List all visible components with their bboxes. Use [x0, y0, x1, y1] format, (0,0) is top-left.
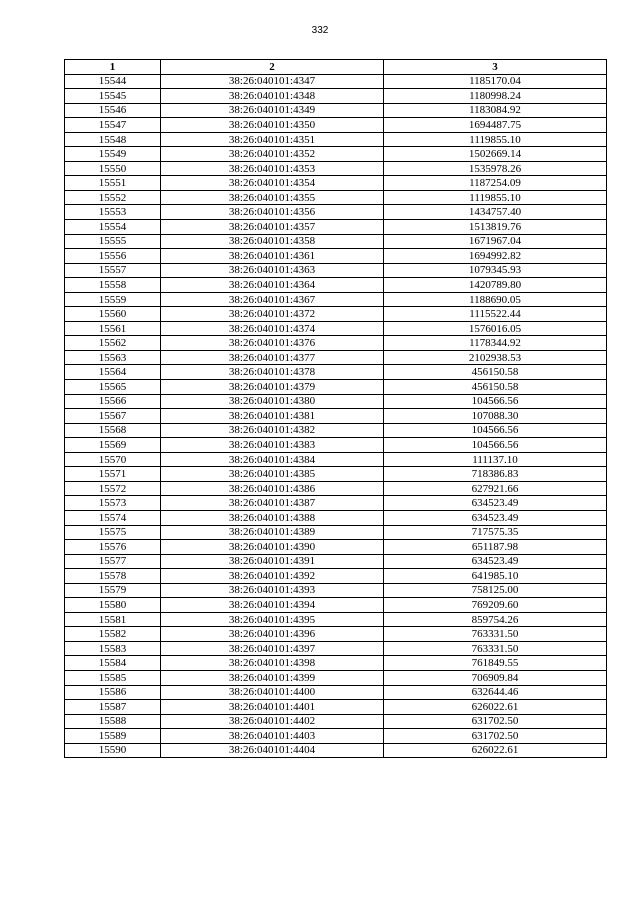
row-number-cell: 15569 — [65, 438, 161, 453]
cadastral-number-cell: 38:26:040101:4349 — [161, 103, 384, 118]
value-cell: 111137.10 — [384, 452, 607, 467]
row-number-cell: 15579 — [65, 583, 161, 598]
table-row — [65, 321, 607, 336]
value-cell: 634523.49 — [384, 510, 607, 525]
data-table — [64, 59, 607, 758]
row-number-cell: 15581 — [65, 612, 161, 627]
row-number-cell: 15588 — [65, 714, 161, 729]
row-number-cell: 15565 — [65, 380, 161, 395]
value-cell: 1187254.09 — [384, 176, 607, 191]
value-cell: 1502669.14 — [384, 147, 607, 162]
value-cell: 1079345.93 — [384, 263, 607, 278]
row-number-cell: 15560 — [65, 307, 161, 322]
cadastral-number-cell: 38:26:040101:4392 — [161, 569, 384, 584]
cadastral-number-cell: 38:26:040101:4390 — [161, 540, 384, 555]
header-cell-3: 3 — [384, 60, 607, 75]
cadastral-number-cell: 38:26:040101:4391 — [161, 554, 384, 569]
cadastral-number-cell: 38:26:040101:4384 — [161, 452, 384, 467]
table-row — [65, 205, 607, 220]
cadastral-number-cell: 38:26:040101:4357 — [161, 220, 384, 235]
cadastral-number-cell: 38:26:040101:4393 — [161, 583, 384, 598]
table-row — [65, 292, 607, 307]
cadastral-number-cell: 38:26:040101:4387 — [161, 496, 384, 511]
table-row — [65, 598, 607, 613]
value-cell: 1183084.92 — [384, 103, 607, 118]
cadastral-number-cell: 38:26:040101:4367 — [161, 292, 384, 307]
table-row — [65, 569, 607, 584]
cadastral-number-cell: 38:26:040101:4382 — [161, 423, 384, 438]
cadastral-number-cell: 38:26:040101:4396 — [161, 627, 384, 642]
cadastral-number-cell: 38:26:040101:4377 — [161, 350, 384, 365]
value-cell: 717575.35 — [384, 525, 607, 540]
row-number-cell: 15553 — [65, 205, 161, 220]
cadastral-number-cell: 38:26:040101:4355 — [161, 190, 384, 205]
cadastral-number-cell: 38:26:040101:4404 — [161, 743, 384, 758]
cadastral-number-cell: 38:26:040101:4347 — [161, 74, 384, 89]
table-row — [65, 670, 607, 685]
value-cell: 1434757.40 — [384, 205, 607, 220]
row-number-cell: 15559 — [65, 292, 161, 307]
cadastral-number-cell: 38:26:040101:4354 — [161, 176, 384, 191]
value-cell: 763331.50 — [384, 641, 607, 656]
row-number-cell: 15582 — [65, 627, 161, 642]
table-row — [65, 641, 607, 656]
header-cell-1: 1 — [65, 60, 161, 75]
value-cell: 456150.58 — [384, 380, 607, 395]
table-row — [65, 438, 607, 453]
cadastral-number-cell: 38:26:040101:4379 — [161, 380, 384, 395]
row-number-cell: 15580 — [65, 598, 161, 613]
row-number-cell: 15578 — [65, 569, 161, 584]
value-cell: 641985.10 — [384, 569, 607, 584]
cadastral-number-cell: 38:26:040101:4376 — [161, 336, 384, 351]
table-row — [65, 74, 607, 89]
cadastral-number-cell: 38:26:040101:4395 — [161, 612, 384, 627]
cadastral-number-cell: 38:26:040101:4351 — [161, 132, 384, 147]
row-number-cell: 15573 — [65, 496, 161, 511]
table-row — [65, 132, 607, 147]
table-row — [65, 380, 607, 395]
table-row — [65, 350, 607, 365]
header-cell-2: 2 — [161, 60, 384, 75]
row-number-cell: 15568 — [65, 423, 161, 438]
table-row — [65, 612, 607, 627]
table-row — [65, 743, 607, 758]
cadastral-number-cell: 38:26:040101:4403 — [161, 729, 384, 744]
value-cell: 2102938.53 — [384, 350, 607, 365]
row-number-cell: 15590 — [65, 743, 161, 758]
row-number-cell: 15544 — [65, 74, 161, 89]
table-row — [65, 729, 607, 744]
row-number-cell: 15574 — [65, 510, 161, 525]
cadastral-number-cell: 38:26:040101:4363 — [161, 263, 384, 278]
value-cell: 456150.58 — [384, 365, 607, 380]
row-number-cell: 15563 — [65, 350, 161, 365]
table-row — [65, 496, 607, 511]
value-cell: 1188690.05 — [384, 292, 607, 307]
value-cell: 1115522.44 — [384, 307, 607, 322]
table-row — [65, 365, 607, 380]
value-cell: 1694487.75 — [384, 118, 607, 133]
row-number-cell: 15558 — [65, 278, 161, 293]
value-cell: 104566.56 — [384, 394, 607, 409]
value-cell: 634523.49 — [384, 554, 607, 569]
table-body — [65, 74, 607, 758]
row-number-cell: 15554 — [65, 220, 161, 235]
table-row — [65, 452, 607, 467]
value-cell: 1178344.92 — [384, 336, 607, 351]
row-number-cell: 15550 — [65, 161, 161, 176]
cadastral-number-cell: 38:26:040101:4398 — [161, 656, 384, 671]
value-cell: 1694992.82 — [384, 249, 607, 264]
table-row — [65, 423, 607, 438]
value-cell: 1119855.10 — [384, 132, 607, 147]
table-row — [65, 394, 607, 409]
cadastral-number-cell: 38:26:040101:4385 — [161, 467, 384, 482]
cadastral-number-cell: 38:26:040101:4374 — [161, 321, 384, 336]
value-cell: 104566.56 — [384, 423, 607, 438]
value-cell: 651187.98 — [384, 540, 607, 555]
cadastral-number-cell: 38:26:040101:4388 — [161, 510, 384, 525]
table-row — [65, 656, 607, 671]
row-number-cell: 15546 — [65, 103, 161, 118]
value-cell: 626022.61 — [384, 743, 607, 758]
row-number-cell: 15583 — [65, 641, 161, 656]
value-cell: 763331.50 — [384, 627, 607, 642]
row-number-cell: 15551 — [65, 176, 161, 191]
row-number-cell: 15547 — [65, 118, 161, 133]
table-row — [65, 714, 607, 729]
cadastral-number-cell: 38:26:040101:4386 — [161, 481, 384, 496]
cadastral-number-cell: 38:26:040101:4401 — [161, 700, 384, 715]
table-row — [65, 554, 607, 569]
table-row — [65, 103, 607, 118]
value-cell: 769209.60 — [384, 598, 607, 613]
table-row — [65, 583, 607, 598]
value-cell: 104566.56 — [384, 438, 607, 453]
value-cell: 1671967.04 — [384, 234, 607, 249]
row-number-cell: 15561 — [65, 321, 161, 336]
value-cell: 1180998.24 — [384, 89, 607, 104]
value-cell: 627921.66 — [384, 481, 607, 496]
table-row — [65, 147, 607, 162]
table-row — [65, 525, 607, 540]
table-row — [65, 89, 607, 104]
value-cell: 632644.46 — [384, 685, 607, 700]
value-cell: 706909.84 — [384, 670, 607, 685]
row-number-cell: 15564 — [65, 365, 161, 380]
row-number-cell: 15571 — [65, 467, 161, 482]
value-cell: 1535978.26 — [384, 161, 607, 176]
row-number-cell: 15585 — [65, 670, 161, 685]
value-cell: 107088.30 — [384, 409, 607, 424]
cadastral-number-cell: 38:26:040101:4399 — [161, 670, 384, 685]
value-cell: 758125.00 — [384, 583, 607, 598]
value-cell: 631702.50 — [384, 714, 607, 729]
table-header — [65, 60, 607, 75]
row-number-cell: 15556 — [65, 249, 161, 264]
row-number-cell: 15545 — [65, 89, 161, 104]
row-number-cell: 15570 — [65, 452, 161, 467]
cadastral-number-cell: 38:26:040101:4378 — [161, 365, 384, 380]
row-number-cell: 15548 — [65, 132, 161, 147]
cadastral-number-cell: 38:26:040101:4372 — [161, 307, 384, 322]
value-cell: 1576016.05 — [384, 321, 607, 336]
cadastral-number-cell: 38:26:040101:4348 — [161, 89, 384, 104]
table-row — [65, 685, 607, 700]
cadastral-number-cell: 38:26:040101:4350 — [161, 118, 384, 133]
table-row — [65, 176, 607, 191]
cadastral-number-cell: 38:26:040101:4397 — [161, 641, 384, 656]
row-number-cell: 15576 — [65, 540, 161, 555]
value-cell: 626022.61 — [384, 700, 607, 715]
table-row — [65, 540, 607, 555]
table-row — [65, 118, 607, 133]
row-number-cell: 15557 — [65, 263, 161, 278]
table-row — [65, 481, 607, 496]
table-row — [65, 190, 607, 205]
cadastral-number-cell: 38:26:040101:4383 — [161, 438, 384, 453]
row-number-cell: 15572 — [65, 481, 161, 496]
cadastral-number-cell: 38:26:040101:4389 — [161, 525, 384, 540]
table-row — [65, 510, 607, 525]
table-row — [65, 234, 607, 249]
value-cell: 1185170.04 — [384, 74, 607, 89]
cadastral-number-cell: 38:26:040101:4364 — [161, 278, 384, 293]
table-row — [65, 263, 607, 278]
cadastral-number-cell: 38:26:040101:4400 — [161, 685, 384, 700]
row-number-cell: 15552 — [65, 190, 161, 205]
cadastral-number-cell: 38:26:040101:4352 — [161, 147, 384, 162]
page-number: 332 — [311, 25, 329, 36]
value-cell: 1420789.80 — [384, 278, 607, 293]
table-row — [65, 220, 607, 235]
value-cell: 631702.50 — [384, 729, 607, 744]
row-number-cell: 15575 — [65, 525, 161, 540]
cadastral-number-cell: 38:26:040101:4402 — [161, 714, 384, 729]
table-row — [65, 336, 607, 351]
row-number-cell: 15584 — [65, 656, 161, 671]
value-cell: 634523.49 — [384, 496, 607, 511]
value-cell: 761849.55 — [384, 656, 607, 671]
row-number-cell: 15586 — [65, 685, 161, 700]
cadastral-number-cell: 38:26:040101:4353 — [161, 161, 384, 176]
row-number-cell: 15587 — [65, 700, 161, 715]
value-cell: 1513819.76 — [384, 220, 607, 235]
table-row — [65, 278, 607, 293]
cadastral-number-cell: 38:26:040101:4356 — [161, 205, 384, 220]
row-number-cell: 15566 — [65, 394, 161, 409]
table-row — [65, 307, 607, 322]
table-row — [65, 467, 607, 482]
row-number-cell: 15577 — [65, 554, 161, 569]
row-number-cell: 15567 — [65, 409, 161, 424]
row-number-cell: 15562 — [65, 336, 161, 351]
value-cell: 1119855.10 — [384, 190, 607, 205]
row-number-cell: 15549 — [65, 147, 161, 162]
table-row — [65, 161, 607, 176]
cadastral-number-cell: 38:26:040101:4381 — [161, 409, 384, 424]
row-number-cell: 15589 — [65, 729, 161, 744]
cadastral-number-cell: 38:26:040101:4394 — [161, 598, 384, 613]
table-row — [65, 700, 607, 715]
cadastral-number-cell: 38:26:040101:4358 — [161, 234, 384, 249]
value-cell: 859754.26 — [384, 612, 607, 627]
cadastral-number-cell: 38:26:040101:4361 — [161, 249, 384, 264]
table-row — [65, 409, 607, 424]
table-row — [65, 627, 607, 642]
header-row — [65, 60, 607, 75]
table-row — [65, 249, 607, 264]
cadastral-number-cell: 38:26:040101:4380 — [161, 394, 384, 409]
value-cell: 718386.83 — [384, 467, 607, 482]
row-number-cell: 15555 — [65, 234, 161, 249]
